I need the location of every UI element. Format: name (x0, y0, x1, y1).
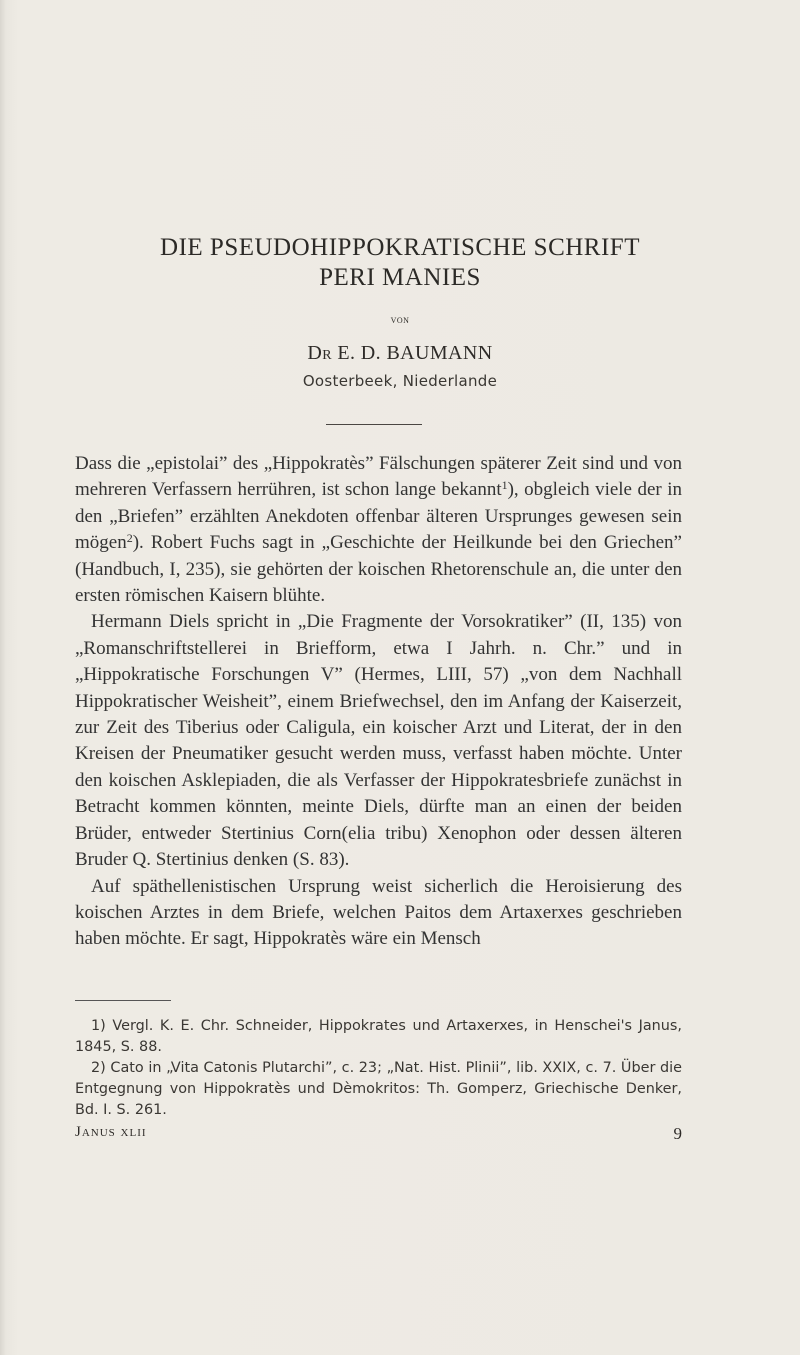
author-prefix: Dr (307, 342, 332, 364)
running-head: Janus xlii (75, 1124, 147, 1140)
footnote-1: 1) Vergl. K. E. Chr. Schneider, Hippokrates und Artaxerxes, in Henschei's Janus, 1845, S. 88. (75, 1018, 682, 1055)
article-title-line-1: DIE PSEUDOHIPPOKRATISCHE SCHRIFT (160, 234, 640, 261)
paragraph-1-text-a: Dass die „epistolai” des „Hippokratès” Fälschungen späterer Zeit sind und von mehreren Verfassern herrühren, ist schon lange bekannt (75, 453, 682, 501)
article-title-line-2: PERI MANIES (319, 264, 481, 291)
paragraph-1-text-b: ), obgleich viele der in den „Briefen” erzählten Anekdoten offenbar älteren Ursprunges gewesen sein mögen (75, 479, 682, 554)
paragraph-3: Auf späthellenistischen Ursprung weist sicherlich die Heroisierung des koischen Arztes in dem Briefe, welchen Paitos dem Artaxerxes geschrieben haben möchte. Er sagt, Hippokratès wäre ein Mensch (75, 875, 682, 950)
footnote-ref-2[interactable]: 2 (126, 531, 133, 546)
author-name: E. D. BAUMANN (331, 342, 493, 364)
footnotes (75, 1016, 682, 1121)
title-divider (326, 424, 422, 425)
author-affiliation: Oosterbeek, Niederlande (302, 372, 498, 390)
paragraph-1-text-c: ). Robert Fuchs sagt in „Geschichte der Heilkunde bei den Griechen” (Handbuch, I, 235), sie gehörten der koischen Rhetorenschule an, die unter den ersten römischen Kaisern blühte. (75, 532, 682, 607)
page-number: 9 (673, 1124, 682, 1143)
paragraph-1 (75, 451, 682, 609)
paragraph-2: Hermann Diels spricht in „Die Fragmente der Vorsokratiker” (II, 135) von „Romanschriftstellerei in Briefform, etwa I Jahrh. n. Chr.” und in „Hippokratische Forschungen V” (Hermes, LIII, 57) „von dem Nachhall Hippokratischer Weisheit”, einem Briefwechsel, den im Anfang der Kaiserzeit, zur Zeit des Tiberius oder Caligula, ein koischer Arzt und Literat, der in den Kreisen der Pneumatiker gesucht werden muss, verfasst haben möchte. Unter den koischen Asklepiaden, die als Verfasser der Hippokratesbriefe zunächst in Betracht kommen könnten, meinte Diels, dürfte man an einen der beiden Brüder, entweder Stertinius Corn(elia tribu) Xenophon oder dessen älteren Bruder Q. Stertinius denken (S. 83). (75, 611, 682, 871)
footnote-2: 2) Cato in „Vita Catonis Plutarchi”, c. 23; „Nat. Hist. Plinii”, lib. XXIX, c. 7. Über die Entgegnung von Hippokratès und Dèmokritos: Th. Gomperz, Griechische Denker, Bd. I. S. 261. (75, 1060, 682, 1118)
author (0, 342, 800, 365)
footnote-ref-1[interactable]: 1 (501, 478, 508, 493)
article-body (75, 451, 682, 953)
byline-von: von (390, 314, 410, 326)
footnote-divider (75, 1000, 171, 1001)
